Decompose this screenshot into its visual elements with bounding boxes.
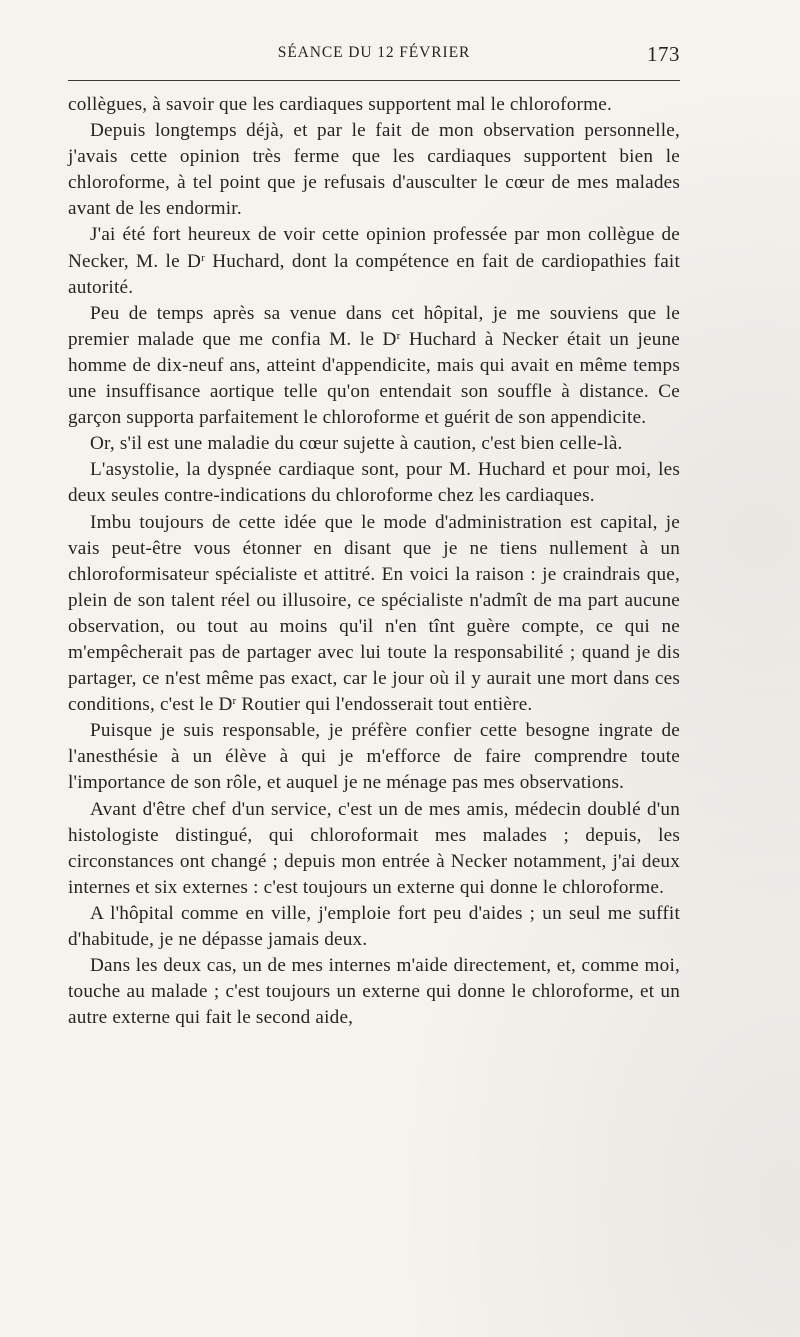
paragraph: Puisque je suis responsable, je préfère confier cette besogne ingrate de l'anesthésie à un élève à qui je m'efforce de faire comprendre toute l'importance de son rôle, et auquel je ne ménage pas mes observations. [68, 720, 680, 794]
paragraph: Peu de temps après sa venue dans cet hôpital, je me souviens que le premier malade que me confia M. le $D^r$ Huchard à Necker était un jeune homme de dix-neuf ans, atteint d'appendicite, mais qui avait en même temps une insuffisance aortique telle qu'on entendait son souffle à distance. Ce garçon supporta parfaitement le chloroforme et guérit de son appendicite. [68, 302, 681, 429]
paragraph: L'asystolie, la dyspnée cardiaque sont, pour M. Huchard et pour moi, les deux seules contre-indications du chloroforme chez les cardiaques. [68, 459, 680, 507]
paragraph: A l'hôpital comme en ville, j'emploie fort peu d'aides ; un seul me suffit d'habitude, je ne dépasse jamais deux. [68, 902, 680, 950]
header-rule [68, 80, 680, 81]
page-header [68, 42, 680, 72]
paragraph: Avant d'être chef d'un service, c'est un de mes amis, médecin doublé d'un histologiste distingué, qui chloroformait mes malades ; depuis, les circonstances ont changé ; depuis mon entrée à Necker notamment, j'ai deux internes et six externes : c'est toujours un externe qui donne le chloroforme. [68, 798, 680, 898]
page-number: 173 [647, 42, 680, 66]
paragraph: Or, s'il est une maladie du cœur sujette à caution, c'est bien celle-là. [90, 433, 623, 455]
running-title: SÉANCE DU 12 FÉVRIER [277, 44, 471, 61]
body-text [68, 92, 680, 1031]
paragraph: Depuis longtemps déjà, et par le fait de mon observation personnelle, j'avais cette opinion très ferme que les cardiaques supportent bien le chloroforme, à tel point que je refusais d'ausculter le cœur de mes malades avant de les endormir. [68, 120, 680, 220]
paragraph: Dans les deux cas, un de mes internes m'aide directement, et, comme moi, touche au malade ; c'est toujours un externe qui donne le chloroforme, et un autre externe qui fait le second aide, [68, 955, 680, 1029]
superscript: r [201, 251, 205, 264]
paragraph: J'ai été fort heureux de voir cette opinion professée par mon collègue de Necker, M. le $D^r$ Huchard, dont la compétence en fait de cardiopathies fait autorité. [68, 224, 680, 298]
superscript: r [396, 329, 401, 342]
superscript: r [232, 695, 237, 708]
paragraph: collègues, à savoir que les cardiaques supportent mal le chloroforme. [68, 94, 612, 115]
paragraph: Imbu toujours de cette idée que le mode d'administration est capital, je vais peut-être vous étonner en disant que je ne tiens nullement à un chloroformisateur spécialiste et attitré. En voici la raison : je craindrais que, plein de son talent réel ou illusoire, ce spécialiste n'admît de ma part aucune observation, ou tout au moins qu'il n'en tînt guère compte, ce qui ne m'empêcherait pas de partager avec lui toute la responsabilité ; quand je dis partager, ce n'est même pas exact, car le jour où il y aurait une mort dans ces conditions, c'est le $D^r$ Routier qui l'endosserait tout entière. [68, 511, 680, 716]
